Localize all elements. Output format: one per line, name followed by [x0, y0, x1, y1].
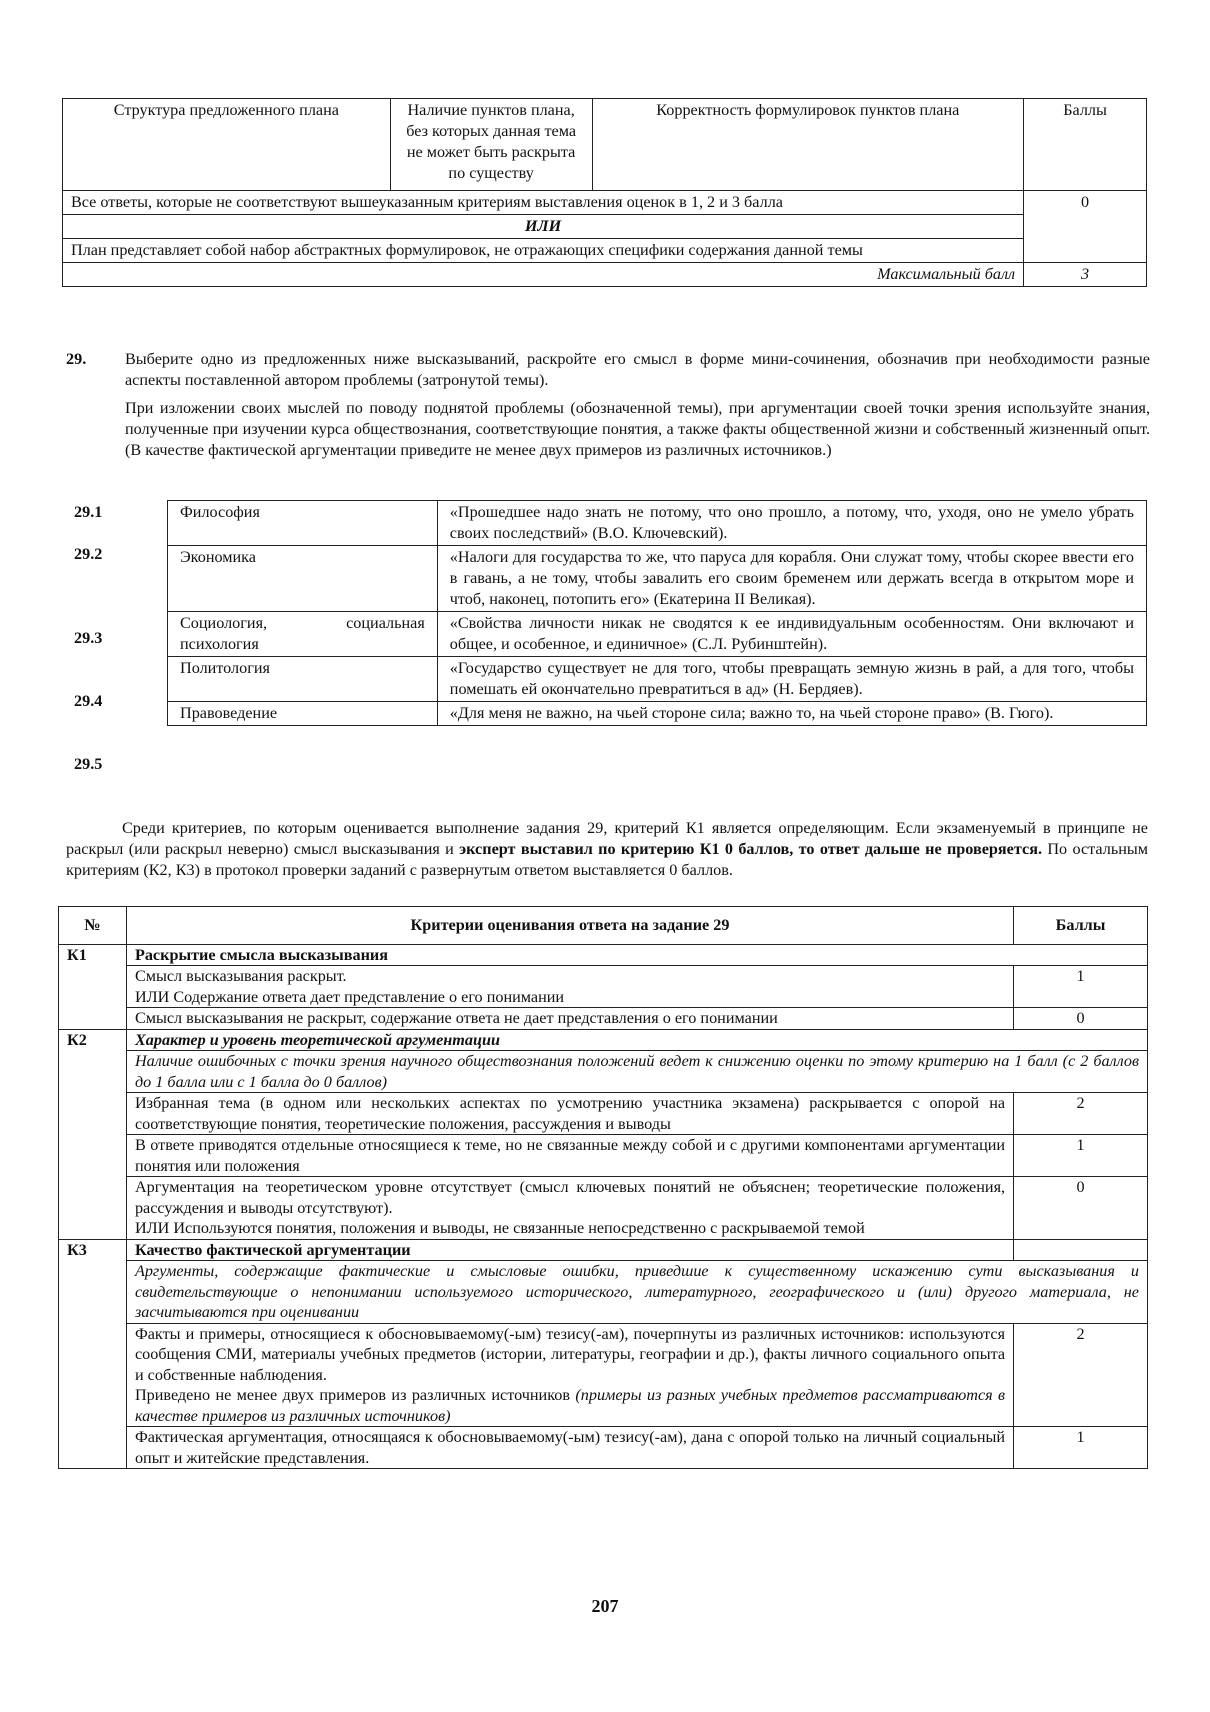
- task-number: 29.: [66, 350, 87, 368]
- quote-text: «Государство существует не для того, чтобы превращать земную жизнь в рай, а для того, чтобы помешать ей окончательно превратиться в ад» (Н. Бердяев).: [437, 657, 1146, 702]
- quote-text: «Для меня не важно, на чьей стороне сила; важно то, на чьей стороне право» (В. Гюго).: [437, 702, 1146, 726]
- task-intro: Выберите одно из предложенных ниже высказываний, раскройте его смысл в форме мини-сочинения, обозначив при необходимости разные аспекты поставленной автором проблемы (затронутой темы).: [125, 350, 1150, 389]
- note-text-end: По остальным критериям (К2, К3) в протокол проверки заданий с развернутым ответом выставляется 0 баллов.: [66, 840, 1149, 879]
- quote-number: 29.3: [74, 629, 103, 647]
- page-number: 207: [591, 1596, 619, 1616]
- header-structure: Структура предложенного плана: [63, 99, 391, 191]
- header-score: Баллы: [1024, 99, 1147, 191]
- criterion-title: Раскрытие смысла высказывания: [126, 944, 1147, 966]
- criterion-score: 1: [1014, 966, 1148, 1008]
- or-label: ИЛИ: [63, 215, 1024, 239]
- row-all-answers: Все ответы, которые не соответствуют вышеуказанным критериям выставления оценок в 1, 2 и 3 балла: [63, 191, 1024, 215]
- criterion-title: Характер и уровень теоретической аргументации: [126, 1029, 1147, 1051]
- quote-subject: Социология, социальная психология: [168, 612, 438, 657]
- quote-row: [168, 702, 1147, 726]
- quote-row: [168, 546, 1147, 612]
- col-criteria-title: Критерии оценивания ответа на задание 29: [126, 907, 1013, 945]
- quote-subject: Философия: [168, 501, 438, 546]
- quote-number: 29.5: [74, 755, 103, 773]
- max-score-value: 3: [1024, 263, 1147, 287]
- criterion-id: К3: [59, 1239, 127, 1469]
- quote-number: 29.2: [74, 545, 103, 563]
- evaluation-note: [66, 818, 1148, 881]
- header-correctness: Корректность формулировок пунктов плана: [592, 99, 1024, 191]
- criterion-score: 1: [1014, 1135, 1148, 1177]
- quote-text: «Налоги для государства то же, что паруса для корабля. Они служат тому, чтобы скорее ввести его в гавань, а не тому, чтобы завалить его своим бременем или держать всегда в открытом море и чтоб, наконец, потопить его» (Екатерина II Великая).: [437, 546, 1146, 612]
- row-abstract-plan: План представляет собой набор абстрактных формулировок, не отражающих специфики содержания данной темы: [63, 239, 1024, 263]
- criterion-score: 1: [1014, 1427, 1148, 1469]
- quote-text: «Свойства личности никак не сводятся к ее индивидуальным особенностям. Они включают и общее, и особенное, и единичное» (С.Л. Рубинштейн).: [437, 612, 1146, 657]
- plan-criteria-table: [62, 98, 1147, 287]
- criterion-row: Смысл высказывания не раскрыт, содержание ответа не дает представления о его понимании: [126, 1008, 1013, 1030]
- quote-row: [168, 501, 1147, 546]
- quote-row: [168, 612, 1147, 657]
- quote-number: 29.4: [74, 692, 103, 710]
- criteria-table: [58, 906, 1148, 1469]
- quote-subject: Политология: [168, 657, 438, 702]
- criterion-row: Смысл высказывания раскрыт. ИЛИ Содержание ответа дает представление о его понимании: [126, 966, 1013, 1008]
- criterion-row: В ответе приводятся отдельные относящиеся к теме, но не связанные между собой и с другими компонентами аргументации понятия или положения: [126, 1135, 1013, 1177]
- criterion-row: Аргументация на теоретическом уровне отсутствует (смысл ключевых понятий не объяснен; теоретические положения, рассуждения и выводы отсутствуют). ИЛИ Используются понятия, положения и выводы, не связанные непосредственно с раскрываемой темой: [126, 1177, 1013, 1240]
- task-paragraph: При изложении своих мыслей по поводу поднятой проблемы (обозначенной темы), при аргументации своей точки зрения используйте знания, полученные при изучении курса обществознания, соответствующие понятия, а также факты общественной жизни и собственный жизненный опыт. (В качестве фактической аргументации приведите не менее двух примеров из различных источников.): [125, 399, 1150, 459]
- criterion-note: Наличие ошибочных с точки зрения научного обществознания положений ведет к снижению оценки по этому критерию на 1 балл (с 2 баллов до 1 балла или с 1 балла до 0 баллов): [126, 1051, 1147, 1093]
- quote-text: «Прошедшее надо знать не потому, что оно прошло, а потому, что, уходя, оно не умело убрать своих последствий» (В.О. Ключевский).: [437, 501, 1146, 546]
- criterion-score: 2: [1014, 1323, 1148, 1427]
- criterion-title: Качество фактической аргументации: [126, 1239, 1013, 1261]
- quote-row: [168, 657, 1147, 702]
- criterion-score: 0: [1014, 1177, 1148, 1240]
- header-points: Наличие пунктов плана, без которых данная тема не может быть раскрыта по существу: [390, 99, 592, 191]
- row-all-answers-score: 0: [1024, 191, 1147, 263]
- criterion-row: Избранная тема (в одном или нескольких аспектах по усмотрению участника экзамена) раскрывается с опорой на соответствующие понятия, теоретические положения, рассуждения и выводы: [126, 1093, 1013, 1135]
- note-bold-text: эксперт выставил по критерию К1 0 баллов, то ответ дальше не проверяется.: [459, 840, 1043, 858]
- criterion-id: К2: [59, 1029, 127, 1239]
- criterion-score: 2: [1014, 1093, 1148, 1135]
- criterion-row: Фактическая аргументация, относящаяся к обосновываемому(-ым) тезису(-ам), дана с опорой только на личный социальный опыт и житейские представления.: [126, 1427, 1013, 1469]
- col-number: №: [59, 907, 127, 945]
- quotes-table: [167, 500, 1147, 726]
- quote-number: 29.1: [74, 503, 103, 521]
- criterion-score: 0: [1014, 1008, 1148, 1030]
- criterion-note: Аргументы, содержащие фактические и смысловые ошибки, приведшие к существенному искажению сути высказывания и свидетельствующие о непонимании используемого исторического, литературного, географического и (или) другого материала, не засчитываются при оценивании: [126, 1261, 1147, 1324]
- note-text: Среди критериев, по которым оценивается выполнение задания 29, критерий К1 является определяющим. Если экзаменуемый в принципе не раскрыл (или раскрыл неверно) смысл высказывания и: [66, 819, 1148, 858]
- col-score: Баллы: [1014, 907, 1148, 945]
- criterion-row: Факты и примеры, относящиеся к обосновываемому(-ым) тезису(-ам), почерпнуты из различных источников: используются сообщения СМИ, материалы учебных предметов (истории, литературы, географии и др.), факты личного социального опыта и собственные наблюдения. Приведено не менее двух примеров из различных источников (примеры из разных учебных предметов рассматриваются в качестве примеров из различных источников): [126, 1323, 1013, 1427]
- criterion-id: К1: [59, 944, 127, 1029]
- quote-subject: Правоведение: [168, 702, 438, 726]
- max-score-label: Максимальный балл: [63, 263, 1024, 287]
- quote-subject: Экономика: [168, 546, 438, 612]
